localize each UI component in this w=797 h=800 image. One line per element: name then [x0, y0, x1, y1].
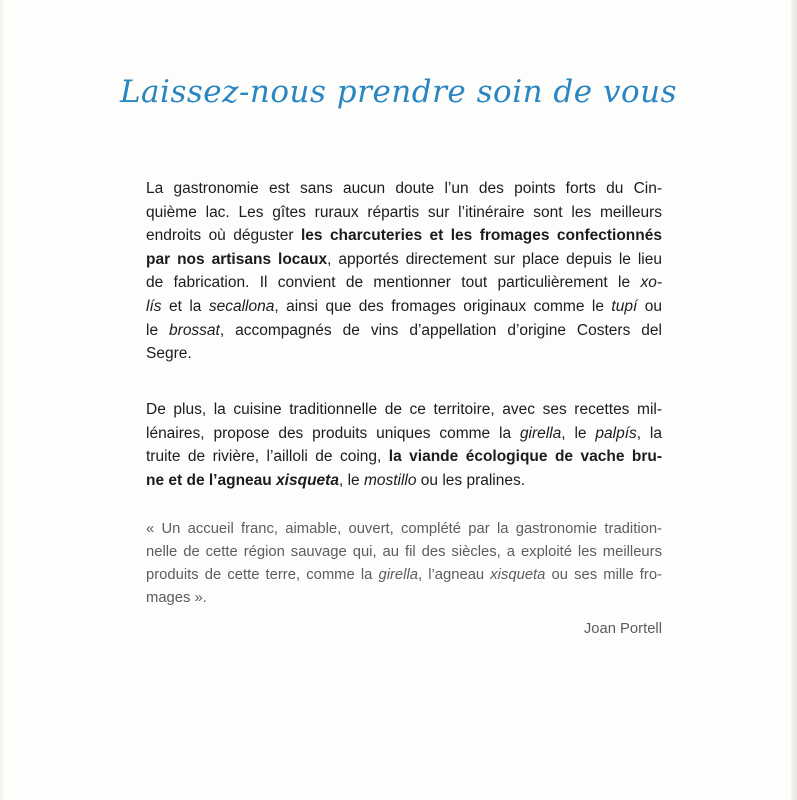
page-edge-right [791, 0, 797, 800]
text-run: , ainsi que des fromages originaux comme le [274, 297, 612, 315]
text-run: endroits où déguster [146, 227, 301, 245]
paragraph-line [146, 422, 662, 446]
bold-text-run: par nos artisans locaux [146, 250, 328, 268]
text-run: , apportés directement sur place depuis le lieu [327, 250, 662, 268]
paragraph-line [146, 342, 662, 366]
paragraph-line [146, 201, 662, 225]
text-run: , la [636, 424, 662, 442]
text-run: « Un accueil franc, aimable, ouvert, complété par la gastronomie tradition- [146, 521, 662, 537]
italic-text-run: secallona [208, 297, 275, 315]
paragraph-line [146, 248, 662, 272]
paragraph-line [146, 469, 662, 493]
text-run: quième lac. Les gîtes ruraux répartis sur l’itinéraire sont les meilleurs [146, 203, 662, 221]
text-run: De plus, la cuisine traditionnelle de ce territoire, avec ses recettes mil- [146, 401, 662, 418]
text-run: La gastronomie est sans aucun doute l’un des points forts du Cin- [146, 180, 662, 197]
text-run: mages ». [146, 590, 207, 606]
bold-italic-text-run [276, 472, 339, 489]
quote-line [146, 587, 662, 610]
italic-text-run: lís [146, 297, 162, 315]
italic-text-run: girella [519, 424, 562, 442]
page-title: Laissez-nous prendre soin de vous [119, 74, 678, 110]
paragraph-gastronomy [146, 177, 662, 366]
quote-line [146, 518, 662, 541]
text-run: , accompagnés de vins d’appellation d’origine Costers del [219, 321, 662, 339]
quote-line [146, 541, 662, 564]
bold-text-run: ne et de l’agneau [146, 471, 277, 489]
bold-text-run: la viande écologique de vache bru- [388, 448, 663, 466]
text-run: ou ses mille fro- [545, 567, 662, 583]
italic-text-run: palpís [595, 424, 637, 442]
quote-author: Joan Portell [583, 621, 662, 637]
text-run: truite de rivière, l’ailloli de coing, [146, 448, 389, 466]
page-edge-left [0, 0, 3, 800]
paragraph-line [146, 319, 662, 343]
bold-text-run: les charcuteries et les fromages confectionnés [300, 227, 662, 245]
paragraph-line [146, 295, 662, 319]
paragraph-traditional-cuisine [146, 398, 662, 492]
text-run: et la [161, 297, 209, 315]
italic-text-run: xisqueta [276, 471, 339, 489]
text-run: , l’agneau [417, 567, 491, 583]
italic-text-run: tupí [611, 297, 638, 315]
italic-text-run: xisqueta [490, 567, 546, 583]
paragraph-line [146, 224, 662, 248]
text-run: ou [637, 297, 662, 315]
text-run: lénaires, propose des produits uniques comme la [146, 424, 520, 442]
text-run: , le [561, 424, 596, 442]
text-run: ou les pralines. [416, 471, 526, 489]
text-run: Segre. [146, 345, 192, 363]
paragraph-line [146, 445, 662, 469]
italic-text-run: brossat [169, 321, 220, 339]
quote-block [146, 518, 662, 610]
text-run: le [146, 321, 170, 339]
italic-text-run: xo- [640, 274, 662, 292]
paragraph-line [146, 398, 662, 422]
italic-text-run: mostillo [363, 471, 417, 489]
italic-text-run: girella [378, 567, 418, 583]
paragraph-line [146, 177, 662, 201]
text-run: produits de cette terre, comme la [146, 567, 379, 583]
paragraph-line [146, 271, 662, 295]
quote-line [146, 564, 662, 587]
text-run: , le [338, 471, 364, 489]
text-run: nelle de cette région sauvage qui, au fil des siècles, a exploité les meilleurs [146, 544, 662, 560]
text-run: de fabrication. Il convient de mentionner tout particulièrement le [146, 274, 641, 292]
